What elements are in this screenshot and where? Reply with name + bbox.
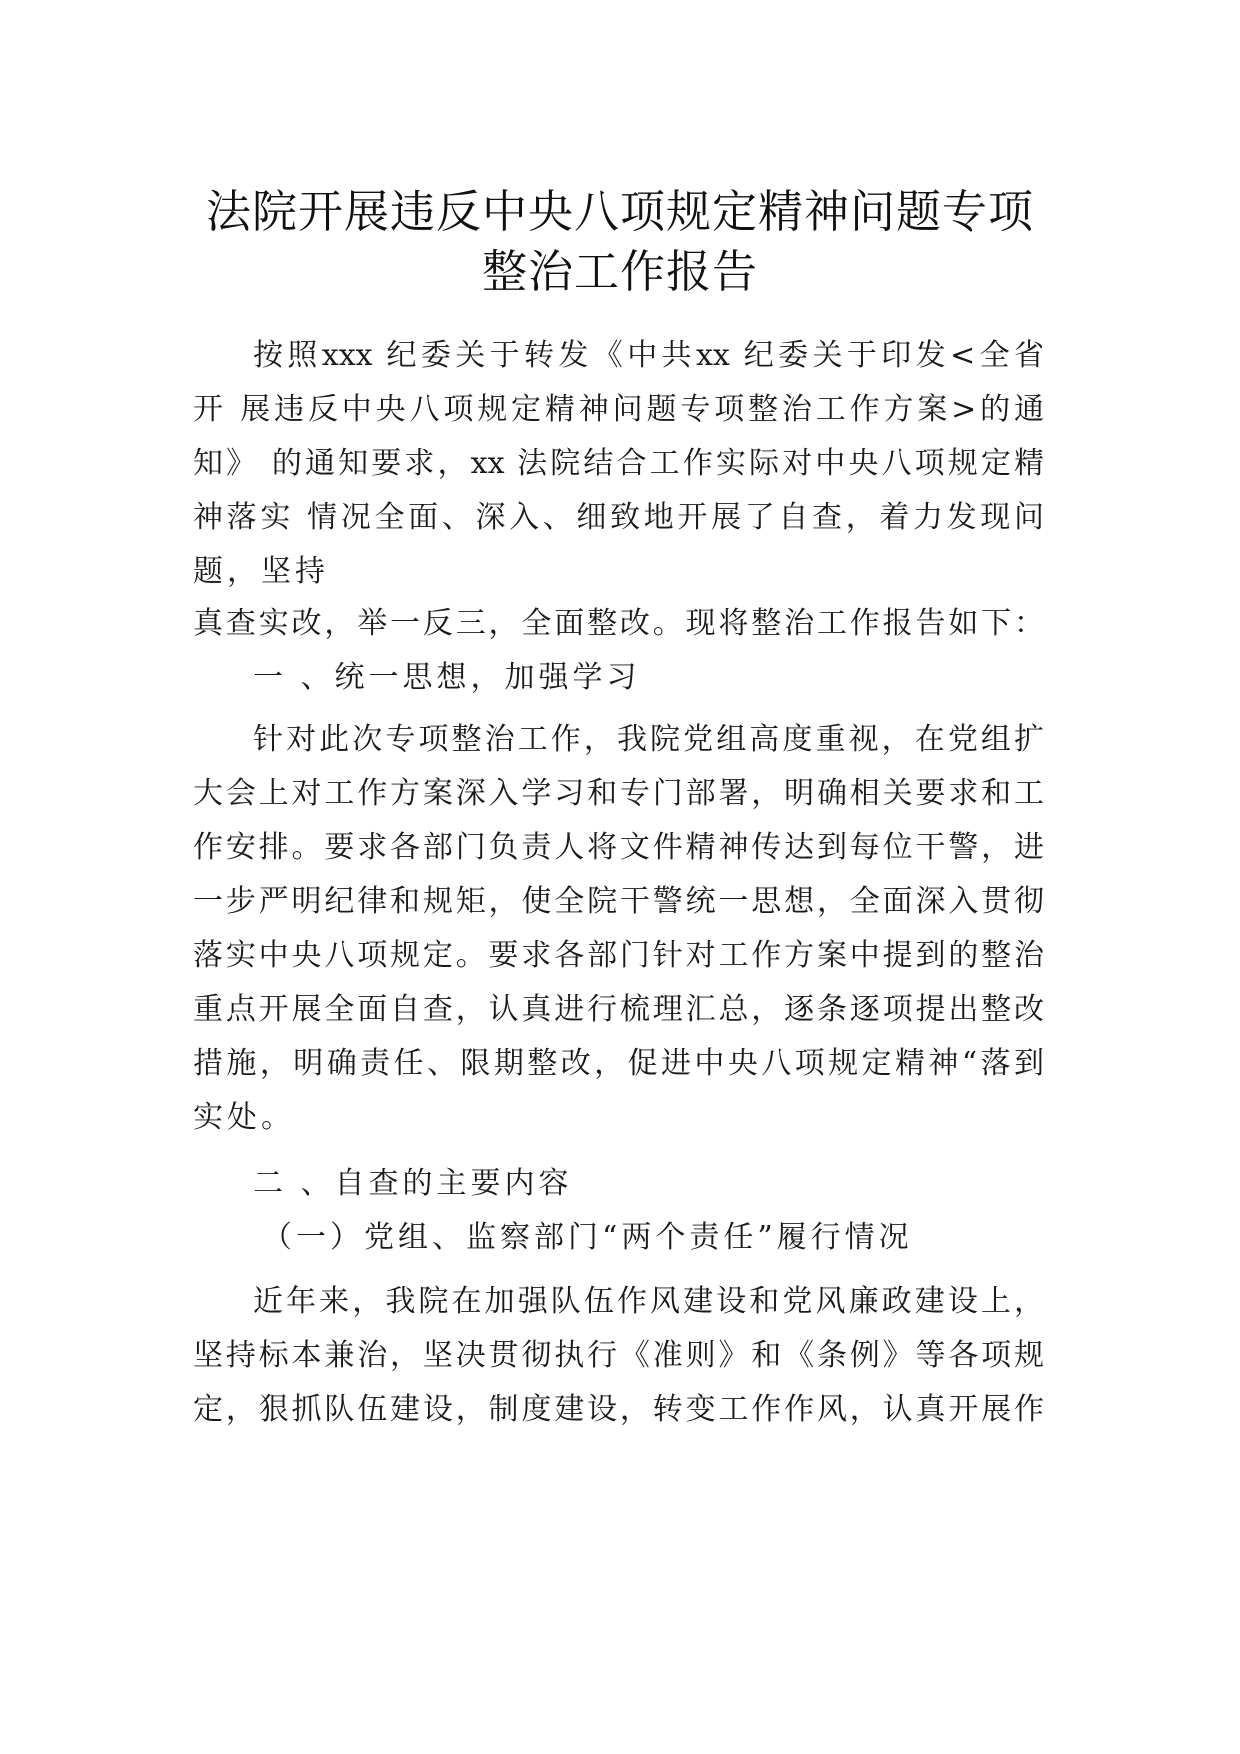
- section-heading-1: 一 、统一思想，加强学习: [253, 660, 641, 695]
- document-title-line-1: 法院开展违反中央八项规定精神问题专项: [205, 185, 1034, 238]
- paragraph-2-line-5: 落实中央八项规定。要求各部门针对工作方案中提到的整治: [193, 938, 1044, 973]
- paragraph-1-line-5: 题，坚持: [193, 554, 329, 589]
- paragraph-1-line-6: 真查实改，举一反三，全面整改。现将整治工作报告如下：: [193, 606, 1044, 641]
- paragraph-1-line-3: 知》 的通知要求，xx 法院结合工作实际对中央八项规定精: [193, 446, 1044, 481]
- subsection-heading-1: （一）党组、监察部门“两个责任”履行情况: [262, 1220, 913, 1255]
- paragraph-1-line-1: 按照xxx 纪委关于转发《中共xx 纪委关于印发<全省: [253, 338, 1044, 373]
- paragraph-2-line-3: 作安排。要求各部门负责人将文件精神传达到每位干警，进: [193, 830, 1044, 865]
- paragraph-1-line-4: 神落实 情况全面、深入、细致地开展了自查，着力发现问: [193, 500, 1044, 535]
- paragraph-3-line-3: 定，狠抓队伍建设，制度建设，转变工作作风，认真开展作: [193, 1392, 1044, 1427]
- section-heading-2: 二 、自查的主要内容: [253, 1166, 573, 1201]
- paragraph-3-line-1: 近年来，我院在加强队伍作风建设和党风廉政建设上，: [253, 1284, 1044, 1319]
- paragraph-2-line-7: 措施，明确责任、限期整改，促进中央八项规定精神“落到: [193, 1046, 1044, 1081]
- paragraph-2-line-8: 实处。: [193, 1100, 295, 1135]
- paragraph-2-line-1: 针对此次专项整治工作，我院党组高度重视，在党组扩: [253, 722, 1044, 757]
- document-title-line-2: 整治工作报告: [481, 245, 758, 298]
- paragraph-3-line-2: 坚持标本兼治，坚决贯彻执行《准则》和《条例》等各项规: [193, 1338, 1044, 1373]
- paragraph-2-line-2: 大会上对工作方案深入学习和专门部署，明确相关要求和工: [193, 776, 1044, 811]
- paragraph-1-line-2: 开 展违反中央八项规定精神问题专项整治工作方案>的通: [193, 392, 1044, 427]
- paragraph-2-line-4: 一步严明纪律和规矩，使全院干警统一思想，全面深入贯彻: [193, 884, 1044, 919]
- paragraph-2-line-6: 重点开展全面自查，认真进行梳理汇总，逐条逐项提出整改: [193, 992, 1044, 1027]
